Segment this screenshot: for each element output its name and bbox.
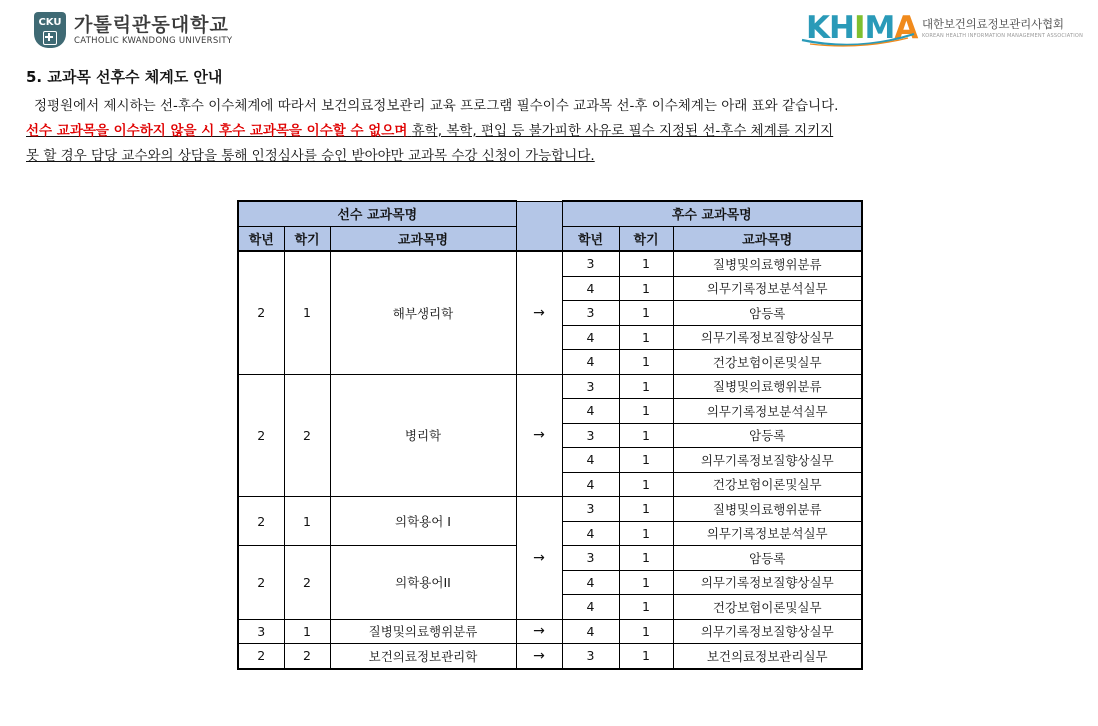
table-cell: 1 (619, 325, 673, 350)
paragraph-line-2: 선수 교과목을 이수하지 않을 시 후수 교과목을 이수할 수 없으며 휴학, 복학, 편입 등 불가피한 사유로 필수 지정된 선-후수 체계를 지키지 (26, 123, 834, 139)
table-cell: 2 (238, 374, 284, 497)
prerequisite-table (237, 200, 863, 670)
col-year: 학년 (562, 226, 619, 251)
table-cell: 4 (562, 399, 619, 424)
paragraph-line-1: 정평원에서 제시하는 선-후수 이수체계에 따라서 보건의료정보관리 교육 프로그램 필수이수 교과목 선-후 이수체계는 아래 표와 같습니다. (34, 98, 839, 114)
table-row (238, 619, 862, 644)
table-cell: 1 (284, 251, 330, 374)
table-cell: 1 (619, 595, 673, 620)
table-cell: 4 (562, 276, 619, 301)
table-cell: 보건의료정보관리실무 (673, 644, 862, 669)
table-cell: 4 (562, 570, 619, 595)
table-cell: 1 (619, 546, 673, 571)
table-cell: 1 (619, 276, 673, 301)
table-cell: 암등록 (673, 423, 862, 448)
arrow-icon: → (516, 644, 562, 669)
cku-name: 가톨릭관동대학교 (74, 13, 229, 36)
table-cell: 질병및의료행위분류 (330, 619, 516, 644)
section-title: 5. 교과목 선후수 체계도 안내 (26, 68, 223, 86)
table-cell: 건강보험이론및실무 (673, 350, 862, 375)
table-cell: 3 (562, 644, 619, 669)
table-cell: 1 (619, 251, 673, 276)
cku-badge-text: CKU (38, 17, 62, 28)
table-cell: 3 (238, 619, 284, 644)
table-cell: 1 (619, 570, 673, 595)
arrow-icon: → (516, 619, 562, 644)
col-year: 학년 (238, 226, 284, 251)
khima-logo (806, 8, 1083, 48)
table-cell: 암등록 (673, 546, 862, 571)
table-cell: 의무기록정보질향상실무 (673, 448, 862, 473)
table-cell: 4 (562, 350, 619, 375)
table-cell: 2 (238, 644, 284, 669)
table-cell: 4 (562, 325, 619, 350)
table-cell: 의무기록정보질향상실무 (673, 570, 862, 595)
table-cell: 1 (619, 472, 673, 497)
table-cell: 2 (238, 497, 284, 546)
table-cell: 4 (562, 448, 619, 473)
table-cell: 4 (562, 521, 619, 546)
khima-wordmark-icon: KHIMA (806, 8, 916, 48)
table-row (238, 251, 862, 276)
paragraph-line-3: 못 할 경우 담당 교수와의 상담을 통해 인정심사를 승인 받아야만 교과목 수강 신청이 가능합니다. (26, 148, 595, 164)
post-header: 후수 교과목명 (562, 201, 862, 226)
table-cell: 1 (619, 521, 673, 546)
table-cell: 2 (284, 644, 330, 669)
table-cell: 암등록 (673, 301, 862, 326)
table-cell: 1 (619, 350, 673, 375)
table-cell: 2 (238, 251, 284, 374)
table-row (238, 644, 862, 669)
arrow-icon: → (516, 251, 562, 374)
prereq-header: 선수 교과목명 (238, 201, 516, 226)
col-semester: 학기 (284, 226, 330, 251)
table-cell: 건강보험이론및실무 (673, 595, 862, 620)
table-cell: 1 (284, 497, 330, 546)
cku-name-en: CATHOLIC KWANDONG UNIVERSITY (74, 35, 233, 46)
table-cell: 질병및의료행위분류 (673, 251, 862, 276)
table-cell: 의무기록정보분석실무 (673, 399, 862, 424)
table-cell: 해부생리학 (330, 251, 516, 374)
table-cell: 의무기록정보질향상실무 (673, 619, 862, 644)
khima-swoosh-icon (800, 30, 916, 48)
khima-name-en: KOREAN HEALTH INFORMATION MANAGEMENT ASSOCIATION (922, 33, 1084, 39)
table-cell: 의학용어II (330, 546, 516, 620)
table-cell: 4 (562, 472, 619, 497)
table-cell: 4 (562, 595, 619, 620)
table-cell: 의무기록정보질향상실무 (673, 325, 862, 350)
table-cell: 3 (562, 546, 619, 571)
arrow-icon: → (516, 374, 562, 497)
table-cell: 1 (619, 399, 673, 424)
table-cell: 의무기록정보분석실무 (673, 276, 862, 301)
table-cell: 질병및의료행위분류 (673, 374, 862, 399)
table-cell: 2 (284, 374, 330, 497)
header-gap (516, 201, 562, 251)
cku-logo (34, 12, 232, 48)
table-cell: 2 (238, 546, 284, 620)
intro-paragraph (26, 94, 1074, 169)
page-header (0, 0, 1098, 60)
table-row (238, 497, 862, 522)
table-cell: 1 (619, 644, 673, 669)
emphasis-warning: 선수 교과목을 이수하지 않을 시 후수 교과목을 이수할 수 없으며 (26, 123, 408, 139)
table-row (238, 374, 862, 399)
table-cell: 1 (619, 619, 673, 644)
table-cell: 의무기록정보분석실무 (673, 521, 862, 546)
table-cell: 3 (562, 251, 619, 276)
cku-shield-icon (34, 12, 66, 48)
table-cell: 4 (562, 619, 619, 644)
table-cell: 1 (619, 497, 673, 522)
table-cell: 1 (619, 374, 673, 399)
table-cell: 1 (619, 423, 673, 448)
table-cell: 1 (619, 448, 673, 473)
arrow-icon: → (516, 497, 562, 620)
table-cell: 질병및의료행위분류 (673, 497, 862, 522)
table-cell: 3 (562, 423, 619, 448)
table-cell: 1 (619, 301, 673, 326)
table-cell: 보건의료정보관리학 (330, 644, 516, 669)
table-cell: 3 (562, 374, 619, 399)
col-semester: 학기 (619, 226, 673, 251)
table-cell: 2 (284, 546, 330, 620)
table-cell: 3 (562, 301, 619, 326)
table-cell: 병리학 (330, 374, 516, 497)
table-cell: 의학용어 I (330, 497, 516, 546)
table-cell: 1 (284, 619, 330, 644)
khima-name: 대한보건의료정보관리사협회 (922, 17, 1064, 31)
col-course: 교과목명 (673, 226, 862, 251)
table-cell: 3 (562, 497, 619, 522)
col-course: 교과목명 (330, 226, 516, 251)
table-cell: 건강보험이론및실무 (673, 472, 862, 497)
